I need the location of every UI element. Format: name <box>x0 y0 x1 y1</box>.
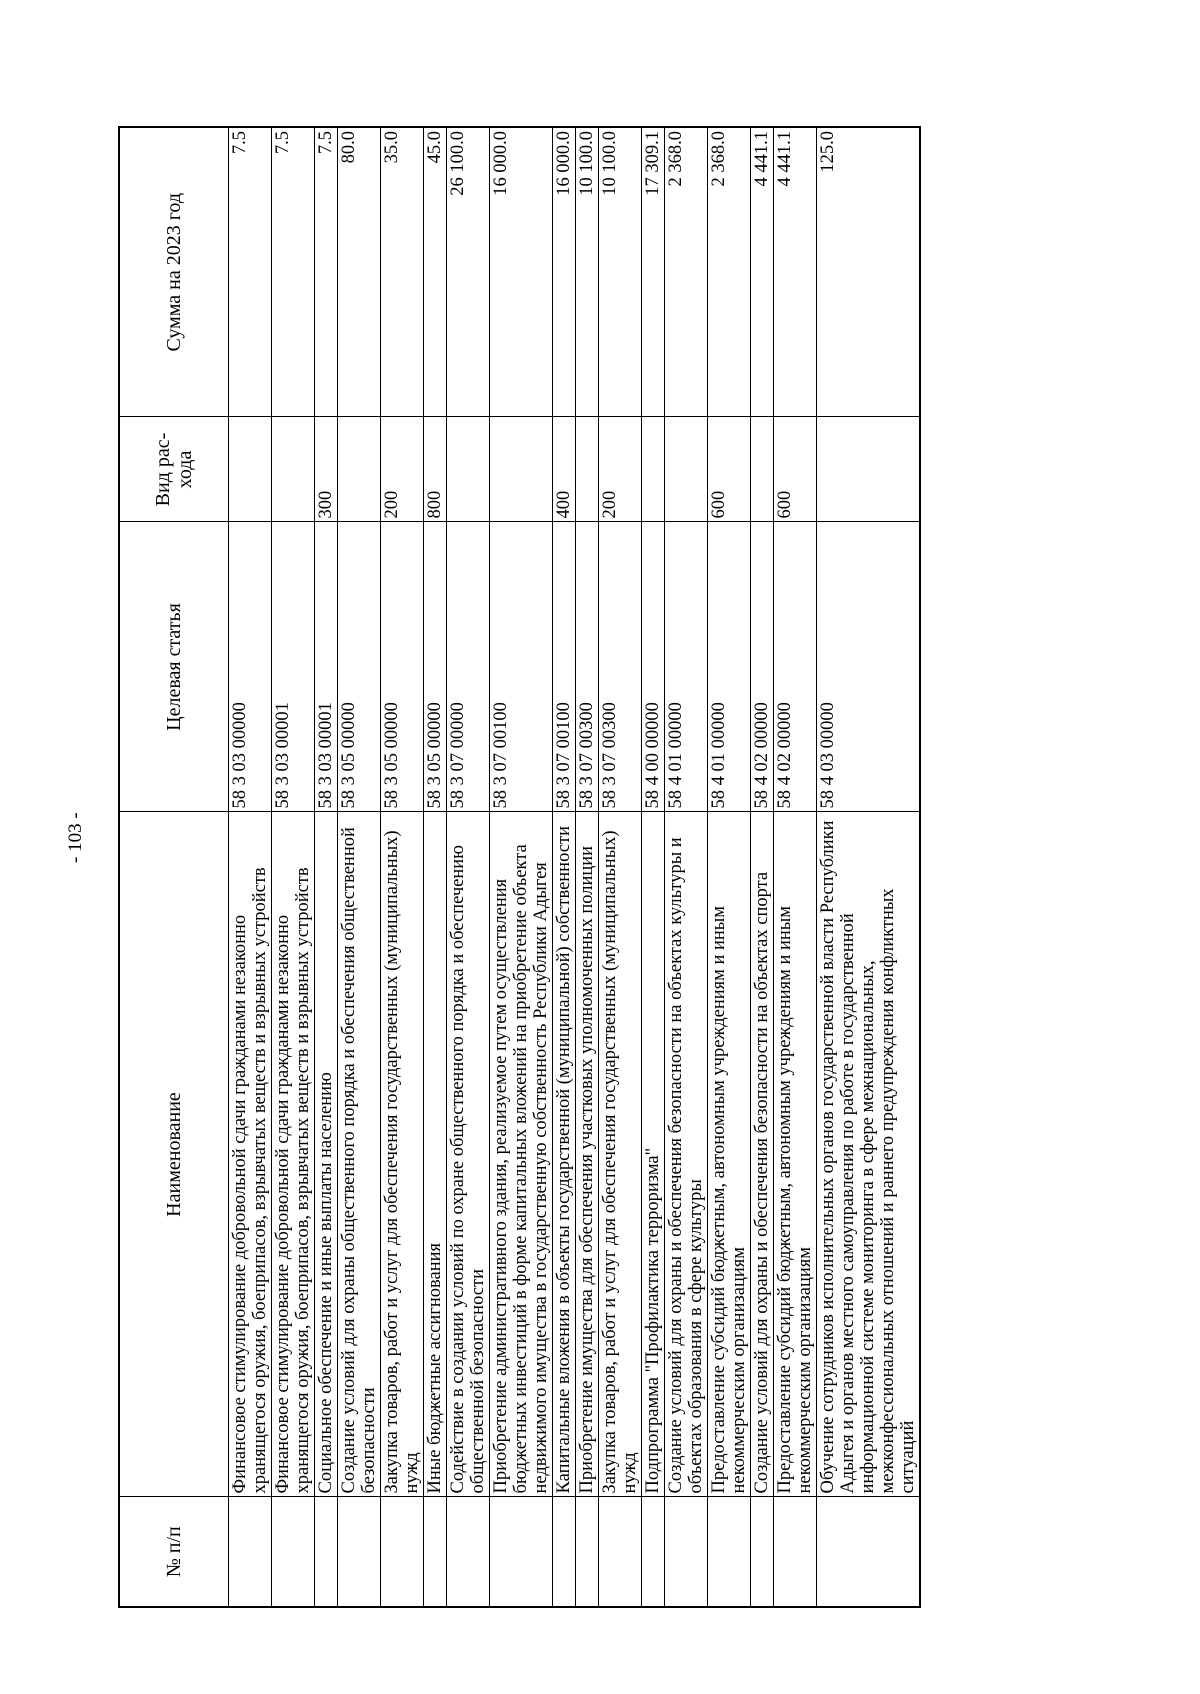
table-row <box>553 127 576 1607</box>
header-sum: Сумма на 2023 год <box>119 127 229 417</box>
row-sum: 45.0 <box>424 127 447 417</box>
row-expense-type: 600 <box>774 417 817 522</box>
row-sum: 35.0 <box>381 127 424 417</box>
row-num <box>576 1497 599 1607</box>
row-sum: 2 368.0 <box>708 127 751 417</box>
table-row <box>774 127 817 1607</box>
row-sum: 4 441.1 <box>751 127 774 417</box>
table-row <box>381 127 424 1607</box>
row-num <box>338 1497 381 1607</box>
row-name: Создание условий для охраны и обеспечения безопасности на объектах культуры и объектах образования в сфере культуры <box>665 812 708 1497</box>
row-sum: 7.5 <box>229 127 272 417</box>
row-code: 58 4 00 00000 <box>642 522 665 812</box>
row-expense-type: 600 <box>708 417 751 522</box>
table-row <box>642 127 665 1607</box>
row-expense-type <box>817 417 921 522</box>
row-sum: 10 100.0 <box>576 127 599 417</box>
row-expense-type: 200 <box>599 417 642 522</box>
row-sum: 10 100.0 <box>599 127 642 417</box>
page-number: - 103 - <box>65 812 86 863</box>
row-num <box>315 1497 338 1607</box>
header-expense-type: Вид рас- хода <box>119 417 229 522</box>
row-code: 58 3 03 00001 <box>272 522 315 812</box>
row-num <box>751 1497 774 1607</box>
row-num <box>553 1497 576 1607</box>
header-name: Наименование <box>119 812 229 1497</box>
row-expense-type: 400 <box>553 417 576 522</box>
row-sum: 2 368.0 <box>665 127 708 417</box>
row-num <box>817 1497 921 1607</box>
row-name: Финансовое стимулирование добровольной сдачи гражданами незаконно хранящегося оружия, боеприпасов, взрывчатых веществ и взрывных устройств <box>272 812 315 1497</box>
row-sum: 26 100.0 <box>447 127 490 417</box>
table-row <box>315 127 338 1607</box>
row-expense-type <box>576 417 599 522</box>
table-row <box>576 127 599 1607</box>
row-code: 58 3 07 00300 <box>599 522 642 812</box>
row-name: Подпрограмма "Профилактика терроризма" <box>642 812 665 1497</box>
row-num <box>272 1497 315 1607</box>
header-code: Целевая статья <box>119 522 229 812</box>
row-code: 58 3 07 00100 <box>490 522 553 812</box>
row-expense-type <box>490 417 553 522</box>
row-code: 58 3 05 00000 <box>381 522 424 812</box>
row-sum: 16 000.0 <box>490 127 553 417</box>
row-expense-type <box>229 417 272 522</box>
row-name: Предоставление субсидий бюджетным, автономным учреждениям и иным некоммерческим организациям <box>774 812 817 1497</box>
header-num: № п/п <box>119 1497 229 1607</box>
table-row <box>708 127 751 1607</box>
table-header-row <box>119 127 229 1607</box>
row-num <box>447 1497 490 1607</box>
row-code: 58 3 07 00100 <box>553 522 576 812</box>
row-code: 58 4 01 00000 <box>665 522 708 812</box>
table-row <box>751 127 774 1607</box>
row-expense-type <box>751 417 774 522</box>
row-num <box>774 1497 817 1607</box>
row-code: 58 4 03 00000 <box>817 522 921 812</box>
row-expense-type <box>665 417 708 522</box>
row-num <box>642 1497 665 1607</box>
table-row <box>272 127 315 1607</box>
row-num <box>708 1497 751 1607</box>
row-expense-type: 200 <box>381 417 424 522</box>
row-name: Предоставление субсидий бюджетным, автономным учреждениям и иным некоммерческим организациям <box>708 812 751 1497</box>
row-name: Приобретение имущества для обеспечения участковых уполномоченных полиции <box>576 812 599 1497</box>
row-code: 58 3 07 00300 <box>576 522 599 812</box>
row-name: Социальное обеспечение и иные выплаты населению <box>315 812 338 1497</box>
row-sum: 125.0 <box>817 127 921 417</box>
row-num <box>229 1497 272 1607</box>
row-sum: 80.0 <box>338 127 381 417</box>
row-code: 58 4 02 00000 <box>751 522 774 812</box>
row-name: Иные бюджетные ассигнования <box>424 812 447 1497</box>
table-body <box>229 127 921 1607</box>
table-row <box>338 127 381 1607</box>
row-code: 58 4 02 00000 <box>774 522 817 812</box>
table-row <box>424 127 447 1607</box>
row-expense-type <box>338 417 381 522</box>
row-name: Закупка товаров, работ и услуг для обеспечения государственных (муниципальных) нужд <box>381 812 424 1497</box>
row-code: 58 3 05 00000 <box>424 522 447 812</box>
row-expense-type <box>272 417 315 522</box>
row-sum: 7.5 <box>315 127 338 417</box>
table-row <box>447 127 490 1607</box>
row-num <box>599 1497 642 1607</box>
row-code: 58 4 01 00000 <box>708 522 751 812</box>
row-code: 58 3 05 00000 <box>338 522 381 812</box>
rotated-page-content <box>118 128 1042 1608</box>
row-sum: 7.5 <box>272 127 315 417</box>
row-name: Приобретение административного здания, реализуемое путем осуществления бюджетных инвестиций в форме капитальных вложений на приобретение объекта недвижимого имущества в государственную собственность Республики Адыгея <box>490 812 553 1497</box>
table-row <box>599 127 642 1607</box>
row-num <box>665 1497 708 1607</box>
row-name: Закупка товаров, работ и услуг для обеспечения государственных (муниципальных) нужд <box>599 812 642 1497</box>
budget-table <box>118 126 921 1608</box>
row-num <box>490 1497 553 1607</box>
table-row <box>817 127 921 1607</box>
row-name: Содействие в создании условий по охране общественного порядка и обеспечению общественной безопасности <box>447 812 490 1497</box>
row-num <box>381 1497 424 1607</box>
row-code: 58 3 07 00000 <box>447 522 490 812</box>
row-sum: 4 441.1 <box>774 127 817 417</box>
row-expense-type <box>642 417 665 522</box>
row-code: 58 3 03 00001 <box>315 522 338 812</box>
table-row <box>665 127 708 1607</box>
row-expense-type: 800 <box>424 417 447 522</box>
table-row <box>229 127 272 1607</box>
row-expense-type <box>447 417 490 522</box>
row-sum: 16 000.0 <box>553 127 576 417</box>
row-name: Создание условий для охраны и обеспечения безопасности на объектах спорта <box>751 812 774 1497</box>
row-code: 58 3 03 00000 <box>229 522 272 812</box>
row-num <box>424 1497 447 1607</box>
row-sum: 17 309.1 <box>642 127 665 417</box>
row-name: Финансовое стимулирование добровольной сдачи гражданами незаконно хранящегося оружия, боеприпасов, взрывчатых веществ и взрывных устройств <box>229 812 272 1497</box>
table-row <box>490 127 553 1607</box>
row-name: Капитальные вложения в объекты государственной (муниципальной) собственности <box>553 812 576 1497</box>
row-expense-type: 300 <box>315 417 338 522</box>
row-name: Обучение сотрудников исполнительных органов государственной власти Республики Адыгея и органов местного самоуправления по работе в государственной информационной системе мониторинга в сфере межнациональных, межконфессиональных отношений и раннего предупреждения конфликтных ситуаций <box>817 812 921 1497</box>
row-name: Создание условий для охраны общественного порядка и обеспечения общественной безопасности <box>338 812 381 1497</box>
